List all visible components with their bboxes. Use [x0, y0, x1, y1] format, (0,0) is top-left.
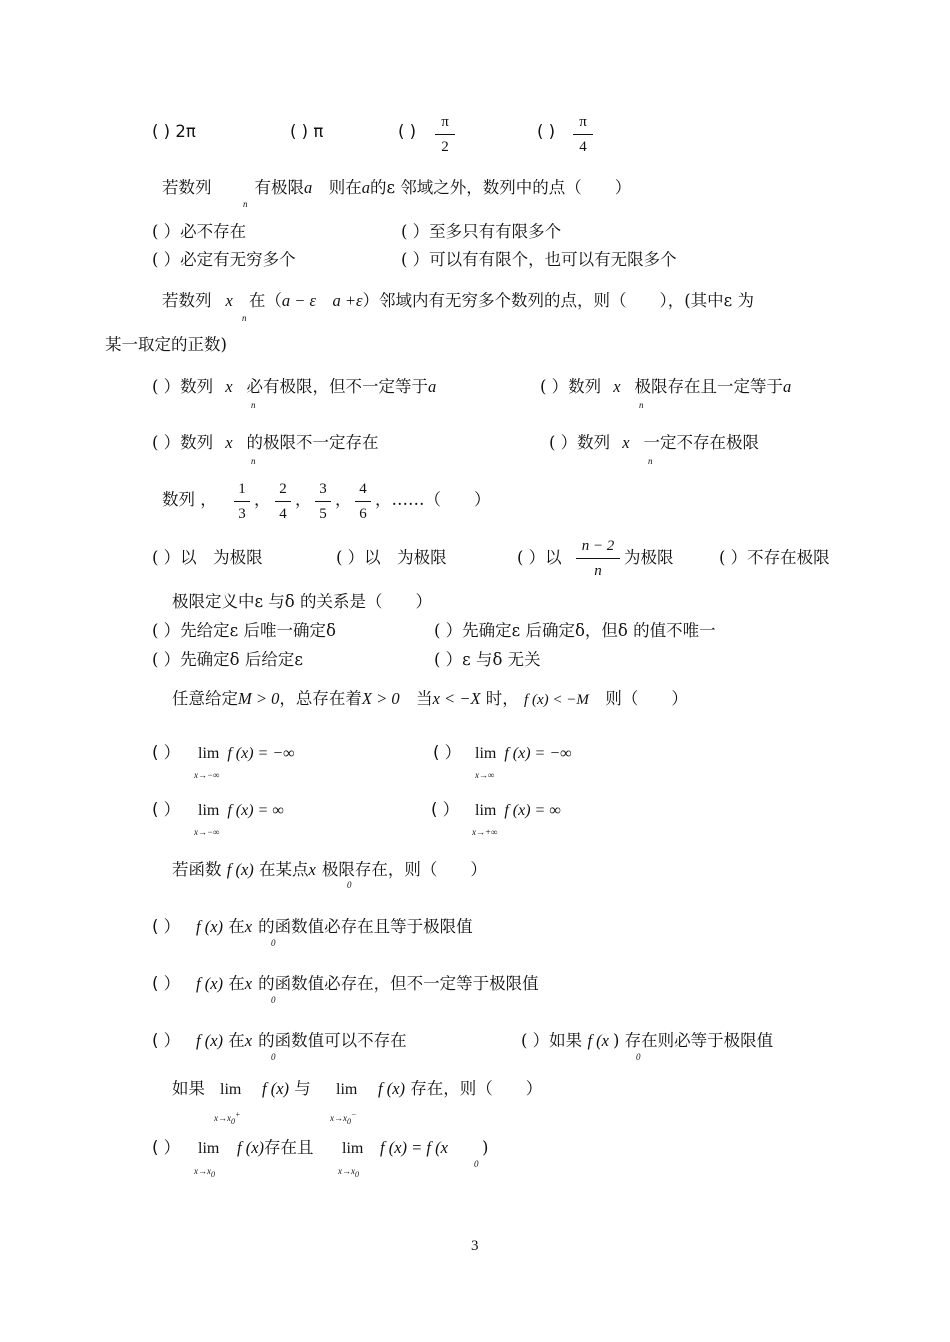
q8-option-a-paren[interactable]: ( ）	[152, 1138, 181, 1157]
q3-b-subscript-n: n	[639, 400, 644, 410]
q3-option-c[interactable]: ( ）数列 x 的极限不一定存在	[152, 433, 379, 452]
page-number: 3	[471, 1238, 479, 1254]
q3-subscript-n: n	[242, 313, 247, 323]
q8-option-a-expr: f (x) = f (x	[380, 1138, 448, 1157]
q7-option-b: f (x) 在x 的函数值必存在，但不一定等于极限值	[196, 974, 539, 993]
q6-option-d-limit-subscript: x→+∞	[472, 827, 498, 837]
q8-lim-right: lim	[220, 1081, 242, 1098]
q7-b-subscript-0: 0	[271, 995, 276, 1005]
q8-option-a-lim-1: lim	[198, 1140, 220, 1157]
q7-stem: 若函数 f (x) 在某点x 极限存在，则（ ）	[172, 860, 487, 879]
q7-option-c: f (x) 在x 的函数值可以不存在	[196, 1031, 407, 1050]
q7-subscript-0: 0	[347, 880, 352, 890]
q3-d-subscript-n: n	[648, 456, 653, 466]
q5-option-a[interactable]: ( ）先给定ε 后唯一确定δ	[152, 621, 336, 640]
q3-option-d[interactable]: ( ）数列 x 一定不存在极限	[549, 433, 760, 452]
q4-sep-1: ，	[254, 490, 271, 509]
q7-option-a-paren[interactable]: ( ）	[152, 917, 181, 936]
q4-fraction-1-3: $\frac{1}{3}$	[234, 481, 250, 523]
q6-option-d-lim: lim f (x) = ∞	[475, 802, 561, 819]
q8-option-a-lim-2-subscript: $x\to x_0$	[338, 1166, 359, 1179]
q4-stem-tail: ，……（ ）	[375, 490, 491, 509]
q7-a-subscript-0: 0	[271, 938, 276, 948]
q3-stem-continued: 某一取定的正数)	[105, 335, 227, 354]
q8-stem-prefix: 如果	[172, 1079, 205, 1098]
q2-option-b[interactable]: ( ）至多只有有限多个	[401, 222, 562, 241]
q6-option-a-paren[interactable]: ( ）	[152, 743, 181, 762]
q3-a-subscript-n: n	[251, 400, 256, 410]
q4-fraction-3-5: $\frac{3}{5}$	[315, 481, 331, 523]
q8-option-a-lim-2: lim	[342, 1140, 364, 1157]
q3-c-subscript-n: n	[251, 456, 256, 466]
q6-option-a-limit-subscript: x→−∞	[194, 770, 220, 780]
q6-stem: 任意给定M > 0，总存在着X > 0 当x < −X 时， f (x) < −M 则（ ）	[172, 689, 688, 708]
q5-option-d[interactable]: ( ）ε 与δ 无关	[434, 650, 541, 669]
q7-option-a: f (x) 在x 的函数值必存在且等于极限值	[196, 917, 473, 936]
q4-sep-2: ，	[295, 490, 312, 509]
q4-option-b[interactable]: ( ）以 为极限	[336, 548, 447, 567]
q7-d-subscript-0: 0	[636, 1052, 641, 1062]
q1-option-b[interactable]: ( ) π	[290, 122, 324, 141]
q4-option-a[interactable]: ( ）以 为极限	[152, 548, 263, 567]
q4-option-c[interactable]: ( ）以	[517, 548, 562, 567]
q8-lim-left: lim	[336, 1081, 358, 1098]
q6-option-b-limit-subscript: x→∞	[475, 770, 495, 780]
q6-option-d-paren[interactable]: ( ）	[431, 800, 460, 819]
q7-option-b-paren[interactable]: ( ）	[152, 974, 181, 993]
q8-option-a-part-1: f (x)存在且	[237, 1138, 314, 1157]
q8-option-a-close: )	[482, 1138, 489, 1157]
q6-option-b-paren[interactable]: ( ）	[433, 743, 462, 762]
q6-option-c-limit-subscript: x→−∞	[194, 827, 220, 837]
q1-option-d[interactable]: ( )	[537, 122, 556, 141]
q4-sep-3: ，	[335, 490, 352, 509]
q4-option-c-tail: 为极限	[624, 548, 674, 567]
q5-stem: 极限定义中ε 与δ 的关系是（ ）	[172, 592, 432, 611]
q4-option-d[interactable]: ( ）不存在极限	[719, 548, 830, 567]
q1-fraction-pi-2: $\frac{\pi}{2}$	[435, 114, 455, 156]
q5-option-b[interactable]: ( ）先确定ε 后确定δ，但δ 的值不唯一	[434, 621, 716, 640]
q2-option-a[interactable]: ( ）必不存在	[152, 222, 247, 241]
q4-stem: 数列 ，	[162, 490, 217, 509]
q6-option-a-lim: lim f (x) = −∞	[198, 745, 295, 762]
q3-option-a[interactable]: ( ）数列 x 必有极限，但不一定等于a	[152, 377, 437, 396]
q1-option-a[interactable]: ( ) 2π	[152, 122, 196, 141]
q1-option-c[interactable]: ( )	[398, 122, 417, 141]
q4-fraction-n-minus-2-over-n: $\frac{n - 2}{n}$	[576, 538, 620, 580]
q8-stem-suffix: f (x) 存在，则（ ）	[378, 1079, 543, 1098]
q3-stem: 若数列 x 在（a − ε a +ε）邻域内有无穷多个数列的点，则（ ），(其中ε 为	[162, 291, 754, 310]
q2-subscript-n: n	[243, 199, 248, 209]
q8-lim-right-subscript: $x\to x_0^+$	[214, 1110, 241, 1126]
q6-option-b-lim: lim f (x) = −∞	[475, 745, 572, 762]
q6-option-c-lim: lim f (x) = ∞	[198, 802, 284, 819]
q7-option-c-paren[interactable]: ( ）	[152, 1031, 181, 1050]
q7-c-subscript-0: 0	[271, 1052, 276, 1062]
q2-option-d[interactable]: ( ）可以有有限个，也可以有无限多个	[401, 250, 677, 269]
q7-option-d[interactable]: ( ）如果 f (x ) 存在则必等于极限值	[521, 1031, 774, 1050]
q1-fraction-pi-4: $\frac{\pi}{4}$	[573, 114, 593, 156]
q8-option-a-subscript-0: 0	[474, 1159, 479, 1169]
q8-option-a-lim-1-subscript: $x\to x_0$	[194, 1166, 215, 1179]
q2-option-c[interactable]: ( ）必定有无穷多个	[152, 250, 296, 269]
q4-fraction-2-4: $\frac{2}{4}$	[275, 481, 291, 523]
q6-option-c-paren[interactable]: ( ）	[152, 800, 181, 819]
q8-lim-left-subscript: $x\to x_0^-$	[330, 1110, 357, 1126]
q2-stem: 若数列 有极限a 则在a的ε 邻域之外，数列中的点（ ）	[162, 178, 632, 197]
q4-fraction-4-6: $\frac{4}{6}$	[355, 481, 371, 523]
q3-option-b[interactable]: ( ）数列 x 极限存在且一定等于a	[540, 377, 792, 396]
q5-option-c[interactable]: ( ）先确定δ 后给定ε	[152, 650, 303, 669]
q8-fx-right: f (x) 与	[262, 1079, 311, 1098]
